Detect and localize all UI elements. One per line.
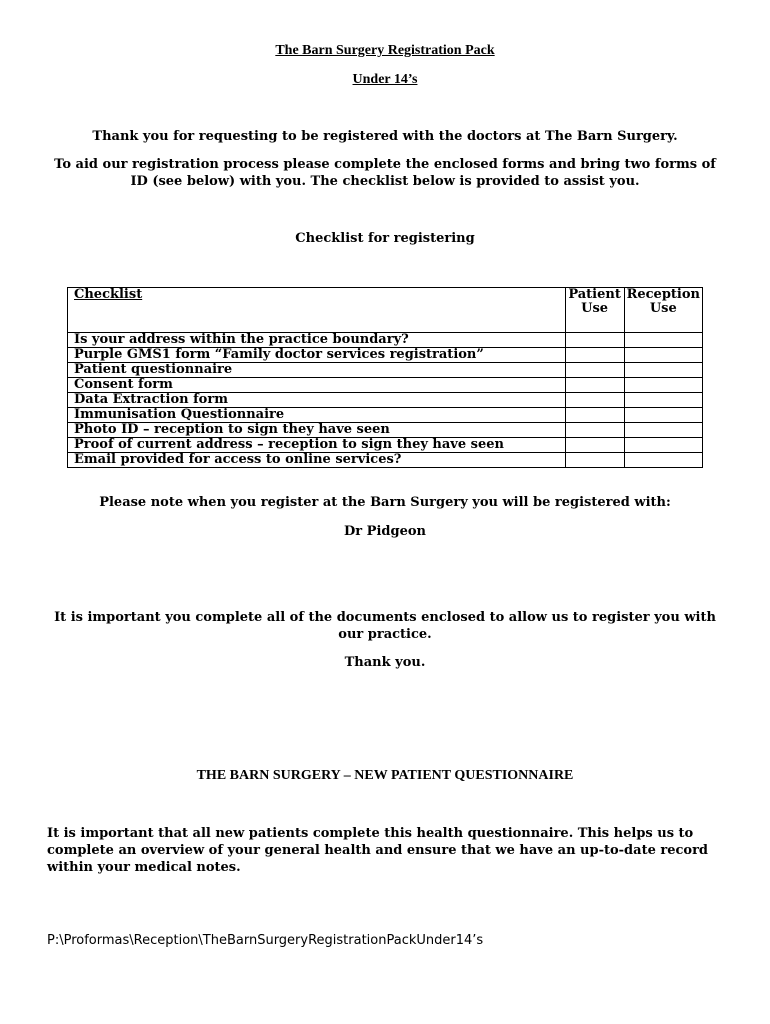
reception-use-cell[interactable] [624, 438, 702, 453]
intro-aid-line-1: To aid our registration process please complete the enclosed forms and bring two forms of [54, 157, 716, 172]
doctor-name: Dr Pidgeon [344, 524, 426, 539]
table-row [68, 348, 703, 363]
checklist-heading: Checklist for registering [295, 231, 475, 246]
file-path-footer: P:\Proformas\Reception\TheBarnSurgeryRegistrationPackUnder14’s [47, 933, 484, 948]
patient-use-cell[interactable] [565, 363, 624, 378]
reception-use-cell[interactable] [624, 423, 702, 438]
reception-use-cell[interactable] [624, 453, 702, 468]
checklist-item: Email provided for access to online services? [68, 453, 566, 468]
patient-use-cell[interactable] [565, 453, 624, 468]
reception-use-cell[interactable] [624, 348, 702, 363]
document-title: The Barn Surgery Registration Pack [275, 43, 495, 58]
checklist-item: Data Extraction form [68, 393, 566, 408]
table-row [68, 333, 703, 348]
patient-use-cell[interactable] [565, 393, 624, 408]
table-row [68, 408, 703, 423]
questionnaire-title: THE BARN SURGERY – NEW PATIENT QUESTIONNAIRE [196, 768, 574, 783]
document-subtitle: Under 14’s [352, 72, 418, 87]
table-row [68, 363, 703, 378]
reception-use-cell[interactable] [624, 333, 702, 348]
patient-use-cell[interactable] [565, 333, 624, 348]
checklist-header-reception: Reception Use [624, 288, 702, 333]
registration-note: Please note when you register at the Barn Surgery you will be registered with: [99, 495, 671, 510]
questionnaire-line-2: complete an overview of your general health and ensure that we have an up-to-date record [47, 843, 709, 858]
important-line-2: our practice. [338, 627, 432, 642]
checklist-item: Immunisation Questionnaire [68, 408, 566, 423]
patient-use-cell[interactable] [565, 348, 624, 363]
table-row [68, 453, 703, 468]
reception-use-cell[interactable] [624, 363, 702, 378]
intro-thanks: Thank you for requesting to be registered with the doctors at The Barn Surgery. [92, 129, 678, 144]
table-row [68, 438, 703, 453]
table-row [68, 423, 703, 438]
table-row [68, 378, 703, 393]
thank-you: Thank you. [344, 655, 426, 670]
reception-use-cell[interactable] [624, 378, 702, 393]
reception-use-cell[interactable] [624, 393, 702, 408]
patient-use-cell[interactable] [565, 438, 624, 453]
checklist-table [67, 287, 703, 468]
checklist-item: Proof of current address – reception to sign they have seen [68, 438, 566, 453]
questionnaire-line-1: It is important that all new patients complete this health questionnaire. This helps us to [47, 826, 694, 841]
table-row [68, 393, 703, 408]
patient-use-cell[interactable] [565, 408, 624, 423]
checklist-header-item: Checklist [68, 288, 566, 333]
checklist-header-patient: Patient Use [565, 288, 624, 333]
patient-use-cell[interactable] [565, 423, 624, 438]
checklist-item: Patient questionnaire [68, 363, 566, 378]
intro-aid-line-2: ID (see below) with you. The checklist below is provided to assist you. [130, 174, 640, 189]
important-line-1: It is important you complete all of the documents enclosed to allow us to register you with [54, 610, 716, 625]
patient-use-cell[interactable] [565, 378, 624, 393]
reception-use-cell[interactable] [624, 408, 702, 423]
checklist-item: Photo ID – reception to sign they have seen [68, 423, 566, 438]
questionnaire-line-3: within your medical notes. [47, 860, 241, 875]
checklist-item: Consent form [68, 378, 566, 393]
checklist-item: Purple GMS1 form “Family doctor services registration” [68, 348, 566, 363]
checklist-item: Is your address within the practice boundary? [68, 333, 566, 348]
